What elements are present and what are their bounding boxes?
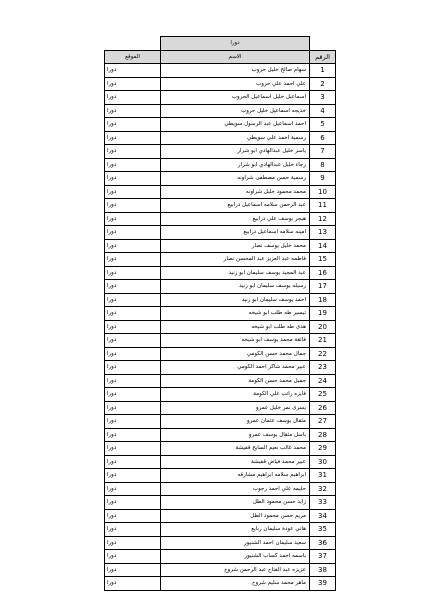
table-row (105, 469, 336, 483)
table-row (105, 415, 336, 429)
location-cell: دورا (105, 239, 161, 253)
number-cell: 4 (310, 104, 336, 118)
table-row (105, 455, 336, 469)
name-cell: خديجه اسماعيل خليل حروب (161, 104, 310, 118)
number-cell: 13 (310, 226, 336, 240)
location-cell: دورا (105, 145, 161, 159)
table-row (105, 104, 336, 118)
table-row (105, 293, 336, 307)
number-cell: 21 (310, 334, 336, 348)
name-cell: مريم حسن محمود الطل (161, 509, 310, 523)
name-cell: هدى طه طلب ابو شيخه (161, 320, 310, 334)
location-cell: دورا (105, 469, 161, 483)
table-row (105, 77, 336, 91)
number-cell: 1 (310, 64, 336, 78)
name-cell: امينه سلامه اسماعيل درابيع (161, 226, 310, 240)
name-cell: جمال محمد حسن الكومي (161, 347, 310, 361)
table-row (105, 401, 336, 415)
number-cell: 11 (310, 199, 336, 213)
name-cell: علي احمد علي حروب (161, 77, 310, 91)
location-cell: دورا (105, 577, 161, 591)
name-cell: هيجر يوسف علي درابيع (161, 212, 310, 226)
name-cell: مثقال يوسف عثمان عمرو (161, 415, 310, 429)
location-cell: دورا (105, 523, 161, 537)
number-cell: 34 (310, 509, 336, 523)
location-cell: دورا (105, 442, 161, 456)
name-cell: يسرى نمر خليل عمرو (161, 401, 310, 415)
number-cell: 29 (310, 442, 336, 456)
name-cell: باسمه احمد كساب الشنيور (161, 550, 310, 564)
table-row (105, 64, 336, 78)
table-row (105, 320, 336, 334)
number-cell: 35 (310, 523, 336, 537)
name-cell: محمد خليل يوسف نصار (161, 239, 310, 253)
number-cell: 3 (310, 91, 336, 105)
table-row (105, 536, 336, 550)
location-cell: دورا (105, 172, 161, 186)
table-row (105, 307, 336, 321)
name-cell: محمد غالب نعيم السايح قفيشة (161, 442, 310, 456)
number-cell: 28 (310, 428, 336, 442)
table-row (105, 523, 336, 537)
table-row (105, 563, 336, 577)
name-cell: عبير محمد فياض قفيشة (161, 455, 310, 469)
name-cell: تيسير طه طلب ابو شيخه (161, 307, 310, 321)
location-cell: دورا (105, 280, 161, 294)
table-row (105, 509, 336, 523)
group-title: دورا (161, 37, 310, 51)
name-cell: عزيزه عبد الفتاح عبد الرحمن شروخ (161, 563, 310, 577)
number-cell: 30 (310, 455, 336, 469)
number-cell: 5 (310, 118, 336, 132)
location-cell: دورا (105, 388, 161, 402)
table-row (105, 550, 336, 564)
location-cell: دورا (105, 334, 161, 348)
location-cell: دورا (105, 266, 161, 280)
name-cell: فايزه راتب علي الكومة (161, 388, 310, 402)
location-cell: دورا (105, 320, 161, 334)
number-cell: 18 (310, 293, 336, 307)
number-cell: 10 (310, 185, 336, 199)
name-cell: سعيد سليمان احمد الشنيور (161, 536, 310, 550)
location-cell: دورا (105, 131, 161, 145)
table-row (105, 428, 336, 442)
number-cell: 31 (310, 469, 336, 483)
location-cell: دورا (105, 536, 161, 550)
table-row (105, 199, 336, 213)
name-cell: فائقة محمد يوسف ابو شيخه (161, 334, 310, 348)
number-cell: 7 (310, 145, 336, 159)
name-cell: احمد اسماعيل عبد الرسول سويطي (161, 118, 310, 132)
number-cell: 17 (310, 280, 336, 294)
number-cell: 37 (310, 550, 336, 564)
table-row (105, 388, 336, 402)
table-row (105, 118, 336, 132)
location-cell: دورا (105, 104, 161, 118)
table-row (105, 482, 336, 496)
names-table (104, 36, 336, 591)
number-cell: 27 (310, 415, 336, 429)
location-cell: دورا (105, 415, 161, 429)
table-row (105, 158, 336, 172)
location-cell: دورا (105, 428, 161, 442)
name-cell: رسمية احمد علي سويطي (161, 131, 310, 145)
blank-cell (105, 37, 161, 51)
location-cell: دورا (105, 496, 161, 510)
number-cell: 2 (310, 77, 336, 91)
location-cell: دورا (105, 550, 161, 564)
number-cell: 32 (310, 482, 336, 496)
name-cell: جميل محمد حسن الكومة (161, 374, 310, 388)
number-cell: 38 (310, 563, 336, 577)
name-cell: عبد الرحمن سلامه اسماعيل درابيع (161, 199, 310, 213)
table-row (105, 239, 336, 253)
number-cell: 24 (310, 374, 336, 388)
location-cell: دورا (105, 158, 161, 172)
location-cell: دورا (105, 226, 161, 240)
table-row (105, 280, 336, 294)
table-row (105, 347, 336, 361)
table-row (105, 266, 336, 280)
table-row (105, 577, 336, 591)
number-cell: 25 (310, 388, 336, 402)
location-cell: دورا (105, 199, 161, 213)
table-row (105, 442, 336, 456)
document-sheet (104, 36, 335, 591)
name-cell: احمد يوسف سليمان ابو زنيد (161, 293, 310, 307)
table-row (105, 131, 336, 145)
number-cell: 9 (310, 172, 336, 186)
location-cell: دورا (105, 401, 161, 415)
name-cell: باسل مثقال يوسف عمرو (161, 428, 310, 442)
number-cell: 6 (310, 131, 336, 145)
location-cell: دورا (105, 253, 161, 267)
table-row (105, 361, 336, 375)
name-cell: فاطمه عبد العزيز عبد المحسن نصار (161, 253, 310, 267)
name-cell: رسمية حسن مصطفى شراونه (161, 172, 310, 186)
header-row (105, 50, 336, 64)
name-cell: اسماعيل خليل اسماعيل الحروب (161, 91, 310, 105)
number-cell: 8 (310, 158, 336, 172)
number-cell: 15 (310, 253, 336, 267)
number-cell: 16 (310, 266, 336, 280)
blank-cell (310, 37, 336, 51)
header-name: الاسم (161, 50, 310, 64)
table-row (105, 374, 336, 388)
table-row (105, 145, 336, 159)
table-row (105, 212, 336, 226)
number-cell: 20 (310, 320, 336, 334)
group-title-row (105, 37, 336, 51)
location-cell: دورا (105, 212, 161, 226)
number-cell: 22 (310, 347, 336, 361)
number-cell: 33 (310, 496, 336, 510)
number-cell: 26 (310, 401, 336, 415)
name-cell: حليمه علي احمد رجوب (161, 482, 310, 496)
number-cell: 19 (310, 307, 336, 321)
location-cell: دورا (105, 509, 161, 523)
location-cell: دورا (105, 77, 161, 91)
table-row (105, 226, 336, 240)
table-row (105, 253, 336, 267)
location-cell: دورا (105, 455, 161, 469)
location-cell: دورا (105, 374, 161, 388)
number-cell: 39 (310, 577, 336, 591)
name-cell: عبد المجيد يوسف سليمان ابو زنيد (161, 266, 310, 280)
name-cell: ماهر محمد سليم شروخ (161, 577, 310, 591)
location-cell: دورا (105, 347, 161, 361)
location-cell: دورا (105, 307, 161, 321)
table-row (105, 172, 336, 186)
header-number: الرقم (310, 50, 336, 64)
location-cell: دورا (105, 91, 161, 105)
table-row (105, 496, 336, 510)
name-cell: محمد محمود خليل شراونه (161, 185, 310, 199)
location-cell: دورا (105, 118, 161, 132)
table-row (105, 91, 336, 105)
location-cell: دورا (105, 185, 161, 199)
name-cell: زايد حسن محمود الطل (161, 496, 310, 510)
number-cell: 14 (310, 239, 336, 253)
table-row (105, 185, 336, 199)
header-location: الموقع (105, 50, 161, 64)
location-cell: دورا (105, 482, 161, 496)
name-cell: رجاء خليل عبدالهادي ابو شرار (161, 158, 310, 172)
location-cell: دورا (105, 361, 161, 375)
name-cell: ياسر خليل عبدالهادي ابو شرار (161, 145, 310, 159)
location-cell: دورا (105, 64, 161, 78)
number-cell: 12 (310, 212, 336, 226)
location-cell: دورا (105, 293, 161, 307)
name-cell: هاني عودة سليمان ربايع (161, 523, 310, 537)
number-cell: 36 (310, 536, 336, 550)
name-cell: رسيله يوسف سليمان ابو زنيد (161, 280, 310, 294)
name-cell: ابراهيم سلامه ابراهيم مشارقه (161, 469, 310, 483)
table-row (105, 334, 336, 348)
name-cell: عبير محمد شاكر احمد الكومي (161, 361, 310, 375)
location-cell: دورا (105, 563, 161, 577)
name-cell: سهام صالح خليل حروب (161, 64, 310, 78)
number-cell: 23 (310, 361, 336, 375)
